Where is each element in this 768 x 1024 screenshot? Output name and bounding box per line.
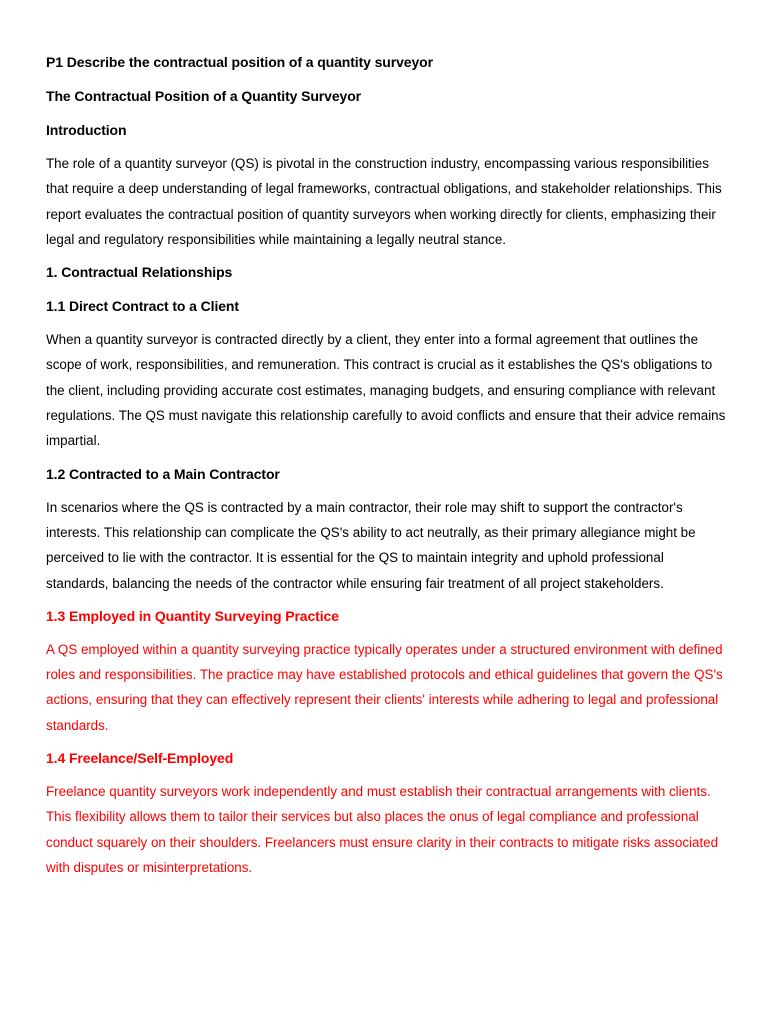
- section-1-1-paragraph: When a quantity surveyor is contracted directly by a client, they enter into a formal agreement that outlines the scope of work, responsibilities, and remuneration. This contract is crucial as it establishes the QS's obligations to the client, including providing accurate cost estimates, managing budgets, and ensuring compliance with relevant regulations. The QS must navigate this relationship carefully to avoid conflicts and ensure that their advice remains impartial.: [46, 332, 726, 449]
- intro-heading: Introduction: [46, 122, 127, 138]
- section-1-2-paragraph: In scenarios where the QS is contracted by a main contractor, their role may shift to support the contractor's interests. This relationship can complicate the QS's ability to act neutrally, as their primary allegiance might be perceived to lie with the contractor. It is essential for the QS to maintain integrity and uphold professional standards, balancing the needs of the contractor while ensuring fair treatment of all project stakeholders.: [46, 499, 696, 591]
- section-1-heading: 1. Contractual Relationships: [46, 264, 233, 281]
- document-subtitle: The Contractual Position of a Quantity Surveyor: [46, 88, 362, 104]
- section-1-1-heading: 1.1 Direct Contract to a Client: [46, 298, 239, 315]
- document-page: [46, 52, 726, 880]
- section-1-3-paragraph: A QS employed within a quantity surveying practice typically operates under a structured environment with defined roles and responsibilities. The practice may have established protocols and ethical guidelines that govern the QS's actions, ensuring that they can effectively represent their clients' interests while adhering to legal and professional standards.: [46, 641, 723, 733]
- section-1-3-heading: 1.3 Employed in Quantity Surveying Practice: [46, 607, 339, 624]
- document-title: P1 Describe the contractual position of a quantity surveyor: [46, 54, 433, 70]
- section-1-4-paragraph: Freelance quantity surveyors work independently and must establish their contractual arrangements with clients. This flexibility allows them to tailor their services but also places the onus of legal compliance and professional conduct squarely on their shoulders. Freelancers must ensure clarity in their contracts to mitigate risks associated with disputes or misinterpretations.: [46, 784, 719, 875]
- section-1-4-heading: 1.4 Freelance/Self-Employed: [46, 750, 234, 767]
- section-1-2-heading: 1.2 Contracted to a Main Contractor: [46, 465, 280, 482]
- intro-paragraph: The role of a quantity surveyor (QS) is pivotal in the construction industry, encompassing various responsibilities that require a deep understanding of legal frameworks, contractual obligations, and stakeholder relationships. This report evaluates the contractual position of quantity surveyors when working directly for clients, emphasizing their legal and regulatory responsibilities while maintaining a legally neutral stance.: [46, 156, 722, 247]
